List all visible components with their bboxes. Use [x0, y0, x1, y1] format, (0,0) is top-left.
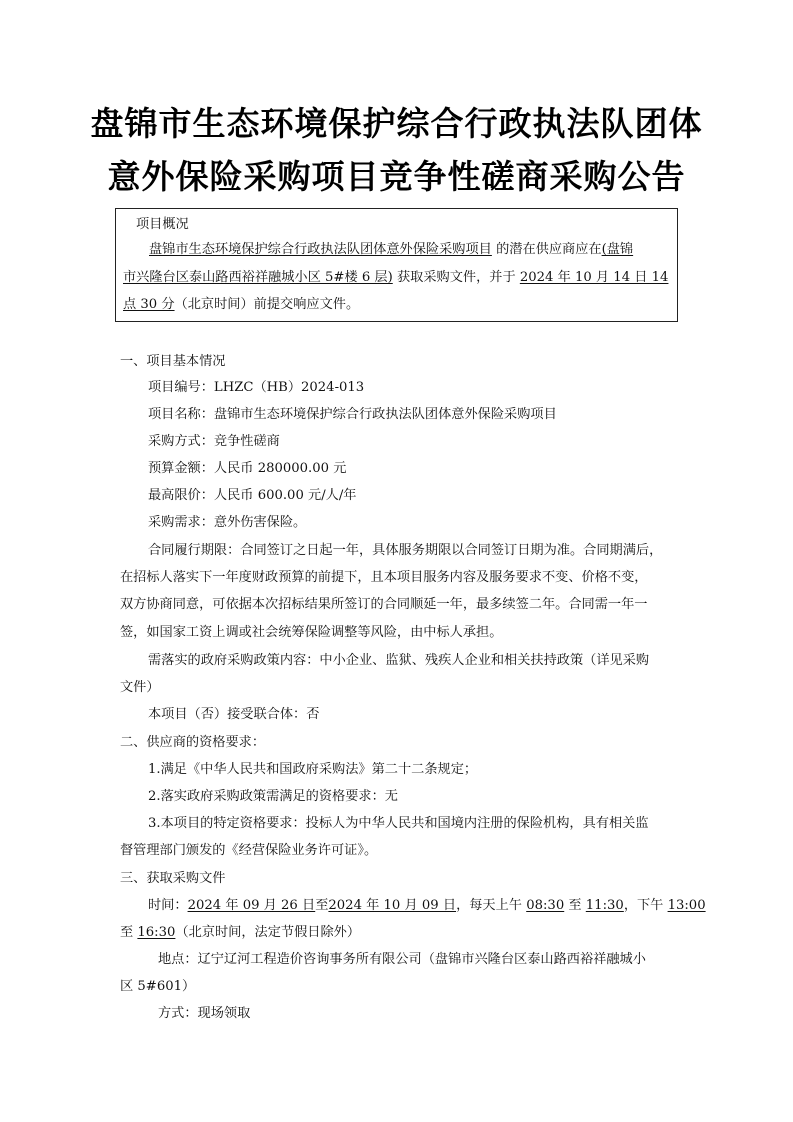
time-text: ，每天上午	[456, 898, 527, 913]
overview-text: 获取采购文件，并于	[392, 270, 520, 285]
overview-text: 的潜在供应商应在	[491, 242, 602, 257]
time-text: （北京时间，法定节假日除外）	[175, 925, 361, 940]
acquisition-place-line-1: 地点：辽宁辽河工程造价咨询事务所有限公司（盘锦市兴隆台区泰山路西裕祥融城小	[158, 952, 646, 967]
project-code: 项目编号：LHZC（HB）2024-013	[148, 380, 365, 395]
section-1-heading: 一、项目基本情况	[120, 354, 226, 369]
requirement-3-line-1: 3.本项目的特定资格要求：投标人为中华人民共和国境内注册的保险机构，具有相关监	[148, 816, 649, 831]
requirement-2: 2.落实政府采购政策需满足的资格要求：无	[148, 789, 398, 804]
time-text: ，下午	[623, 898, 668, 913]
procurement-method: 采购方式：竞争性磋商	[148, 434, 280, 449]
contract-term-line-1: 合同履行期限：合同签订之日起一年，具体服务期限以合同签订日期为准。合同期满后，	[148, 543, 663, 558]
am-start-time: 08:30	[526, 898, 565, 913]
pm-end-time: 16:30	[137, 925, 176, 940]
overview-heading: 项目概况	[136, 217, 189, 232]
page-title-line-2: 意外保险采购项目竞争性磋商采购公告	[107, 157, 686, 196]
overview-line-2	[123, 271, 668, 284]
max-price: 最高限价：人民币 600.00 元/人/年	[148, 488, 357, 503]
acquisition-place-line-2: 区 5#601）	[120, 979, 196, 994]
overview-address: 市兴隆台区泰山路西裕祥融城小区 5#楼 6 层)	[123, 270, 393, 285]
acquisition-time-line-1	[148, 899, 706, 912]
acquisition-method: 方式：现场领取	[158, 1006, 251, 1021]
project-overview-box	[115, 208, 678, 322]
overview-text: （北京时间）前提交响应文件。	[174, 297, 360, 312]
overview-address-start: (盘锦	[601, 242, 634, 257]
overview-line-3	[123, 298, 359, 311]
overview-deadline-date: 2024 年 10 月 14 日 14	[519, 270, 669, 285]
policy-line-2: 文件）	[120, 680, 160, 695]
contract-term-line-4: 签，如国家工资上调或社会统筹保险调整等风险，由中标人承担。	[120, 625, 503, 640]
contract-term-line-2: 在招标人落实下一年度财政预算的前提下，且本项目服务内容及服务要求不变、价格不变，	[120, 570, 648, 585]
section-3-heading: 三、获取采购文件	[120, 871, 226, 886]
contract-term-line-3: 双方协商同意，可依据本次招标结果所签订的合同顺延一年，最多续签二年。合同需一年一	[120, 597, 648, 612]
requirement-1: 1.满足《中华人民共和国政府采购法》第二十二条规定；	[148, 762, 478, 777]
policy-line-1: 需落实的政府采购政策内容：中小企业、监狱、残疾人企业和相关扶持政策（详见采购	[148, 653, 650, 668]
overview-project-name: 盘锦市生态环境保护综合行政执法队团体意外保险采购项目	[149, 242, 492, 257]
time-label: 时间：	[148, 898, 188, 913]
overview-deadline-time: 点 30 分	[123, 297, 175, 312]
time-text: 至	[564, 898, 586, 913]
start-date: 2024 年 09 月 26 日	[187, 898, 316, 913]
requirement-3-line-2: 督管理部门颁发的《经营保险业务许可证》。	[120, 843, 378, 858]
consortium-note: 本项目（否）接受联合体：否	[148, 707, 320, 722]
time-text: 至	[315, 898, 329, 913]
am-end-time: 11:30	[585, 898, 624, 913]
time-text: 至	[120, 925, 138, 940]
pm-start-time: 13:00	[667, 898, 706, 913]
procurement-need: 采购需求：意外伤害保险。	[148, 515, 307, 530]
budget-amount: 预算金额：人民币 280000.00 元	[148, 461, 347, 476]
project-name: 项目名称：盘锦市生态环境保护综合行政执法队团体意外保险采购项目	[148, 407, 557, 422]
acquisition-time-line-2	[120, 926, 360, 939]
page-title-line-1: 盘锦市生态环境保护综合行政执法队团体	[90, 104, 703, 143]
end-date: 2024 年 10 月 09 日	[328, 898, 457, 913]
section-2-heading: 二、供应商的资格要求：	[120, 735, 266, 750]
overview-line-1	[149, 243, 633, 256]
